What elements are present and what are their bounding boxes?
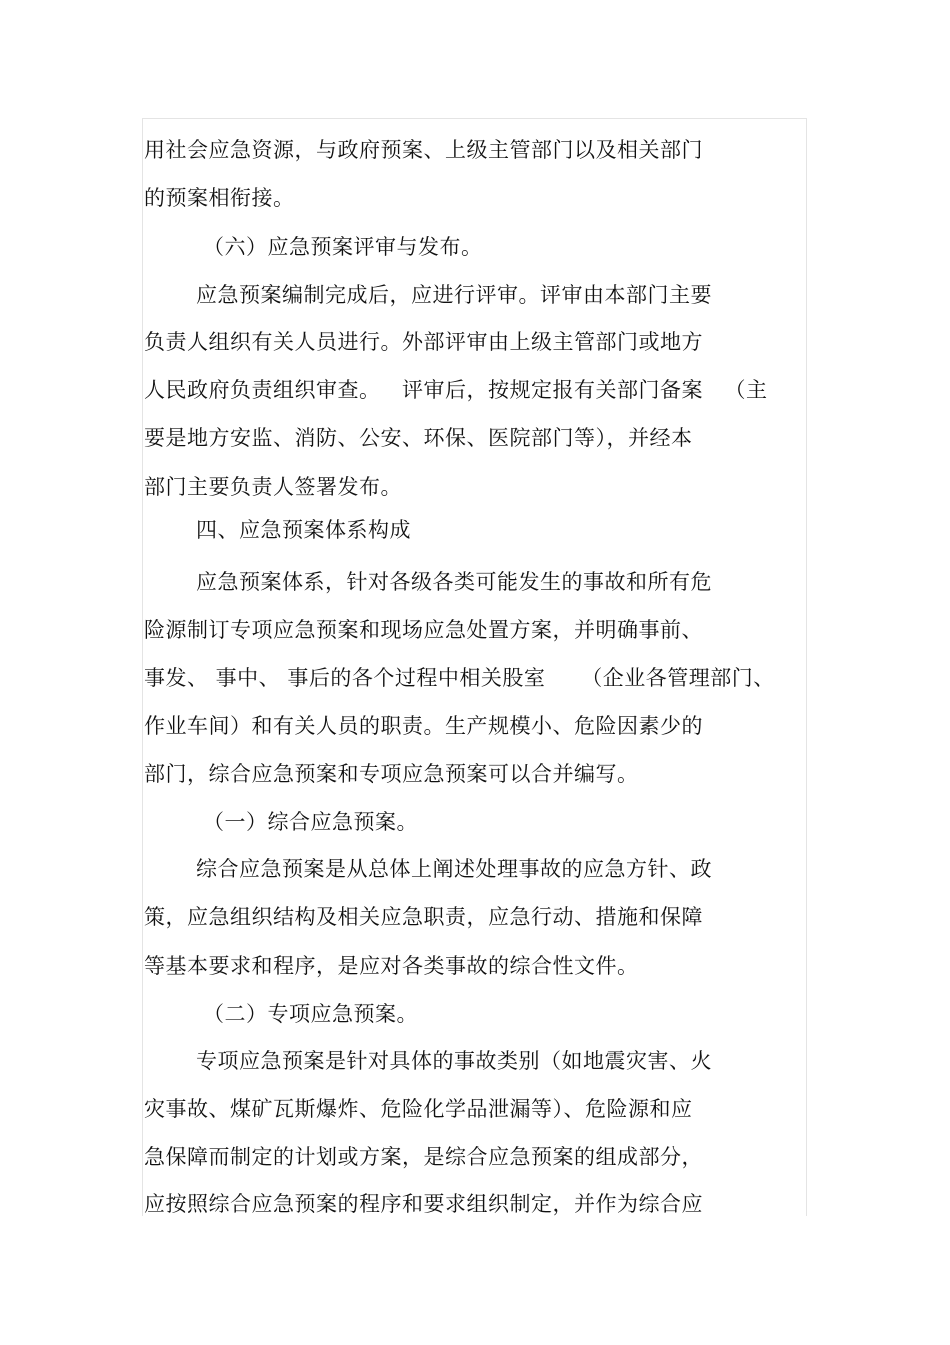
section-heading: （二）专项应急预案。 (203, 1002, 418, 1026)
paragraph-line: 综合应急预案是从总体上阐述处理事故的应急方针、政 (196, 857, 712, 881)
section-heading: （一）综合应急预案。 (203, 810, 418, 834)
paragraph-line: 专项应急预案是针对具体的事故类别（如地震灾害、火 (196, 1049, 712, 1073)
paragraph-line: 急保障而制定的计划或方案，是综合应急预案的组成部分， (144, 1145, 703, 1169)
paragraph-line: 要是地方安监、消防、公安、环保、医院部门等），并经本 (144, 426, 693, 450)
paragraph-line: 灾事故、煤矿瓦斯爆炸、危险化学品泄漏等）、危险源和应 (144, 1097, 693, 1121)
paragraph-line: 负责人组织有关人员进行。外部评审由上级主管部门或地方 (144, 330, 703, 354)
paragraph-line: 应急预案体系，针对各级各类可能发生的事故和所有危 (196, 570, 712, 594)
paragraph-line: 部门主要负责人签署发布。 (144, 475, 402, 499)
paragraph-line: 部门，综合应急预案和专项应急预案可以合并编写。 (144, 762, 639, 786)
section-heading: （六）应急预案评审与发布。 (203, 235, 483, 259)
paragraph-line: 事发、 事中、 事后的各个过程中相关股室 （企业各管理部门、 (144, 666, 775, 690)
paragraph-line: 作业车间）和有关人员的职责。生产规模小、危险因素少的 (144, 714, 703, 738)
paragraph-line: 人民政府负责组织审查。 评审后，按规定报有关部门备案 （主 (144, 378, 768, 402)
paragraph-line: 用社会应急资源，与政府预案、上级主管部门以及相关部门 (144, 138, 703, 162)
paragraph-line: 险源制订专项应急预案和现场应急处置方案，并明确事前、 (144, 618, 703, 642)
paragraph-line: 的预案相衔接。 (144, 186, 295, 210)
paragraph-line: 应急预案编制完成后，应进行评审。评审由本部门主要 (196, 283, 712, 307)
section-heading: 四、应急预案体系构成 (196, 518, 411, 542)
paragraph-line: 应按照综合应急预案的程序和要求组织制定，并作为综合应 (144, 1192, 703, 1216)
paragraph-line: 策，应急组织结构及相关应急职责，应急行动、措施和保障 (144, 905, 703, 929)
paragraph-line: 等基本要求和程序，是应对各类事故的综合性文件。 (144, 954, 639, 978)
